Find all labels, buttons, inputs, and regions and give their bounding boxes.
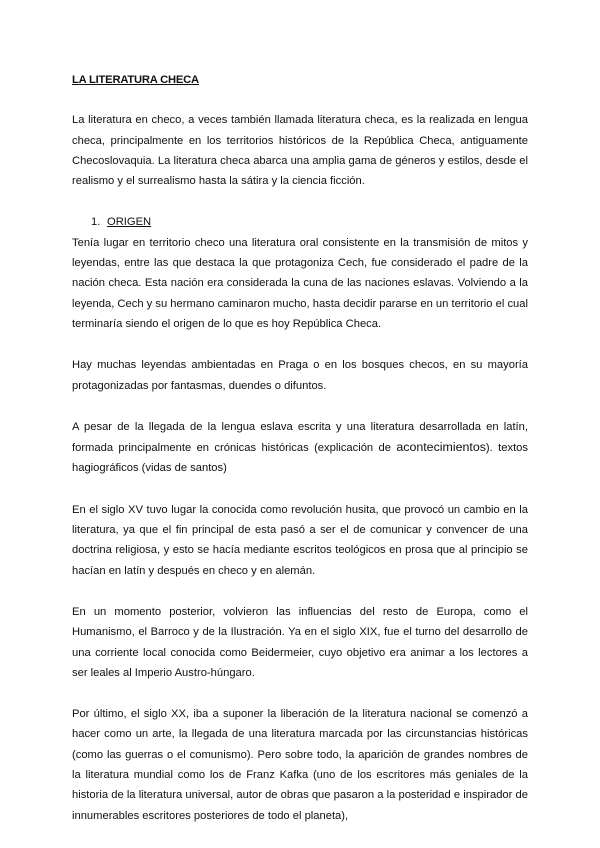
paragraph-twentieth-century: Por último, el siglo XX, iba a suponer la liberación de la literatura nacional se comenzó a hacer como un arte, la llegada de una literatura marcada por las circunstancias históricas (como las guerras o el comunismo). Pero sobre todo, la aparición de grandes nombres de la literatura mundial como los de Franz Kafka (uno de los escritores más geniales de la historia de la literatura universal, autor de obras que pasaron a la posteridad e inspirador de innumerables escritores posteriores de todo el planeta),: [72, 708, 528, 822]
paragraph-oral-literature: Tenía lugar en territorio checo una literatura oral consistente en la transmisión de mitos y leyendas, entre las que destaca la que protagoniza Cech, fue considerado el padre de la nación checa. Esta nación era considerada la cuna de las naciones eslavas. Volviendo a la leyenda, Cech y su hermano caminaron mucho, hasta decidir pararse en un territorio el cual terminaría siendo el origen de lo que es hoy República Checa.: [72, 236, 528, 330]
paragraph-european-influences: En un momento posterior, volvieron las influencias del resto de Europa, como el Humanismo, el Barroco y de la Ilustración. Ya en el siglo XIX, fue el turno del desarrollo de una corriente local conocida como Beidermeier, cuyo objetivo era animar a los lectores a ser leales al Imperio Austro-húngaro.: [72, 605, 528, 679]
document-page: [72, 70, 528, 826]
section-heading-origen: [91, 212, 528, 232]
latin-text-after: ). textos hagiográficos (vidas de santos): [72, 442, 528, 475]
paragraph-latin-chronicles: [72, 417, 528, 479]
section-number: 1.: [91, 216, 101, 229]
intro-paragraph: La literatura en checo, a veces también llamada literatura checa, es la realizada en lengua checa, principalmente en los territorios históricos de la República Checa, antiguamente Checoslovaquia. La literatura checa abarca una amplia gama de géneros y estilos, desde el realismo y el surrealismo hasta la sátira y la ciencia ficción.: [72, 114, 528, 188]
paragraph-legends-prague: Hay muchas leyendas ambientadas en Praga o en los bosques checos, en su mayoría protagonizadas por fantasmas, duendes o difuntos.: [72, 359, 528, 392]
latin-text-emphasis: acontecimientos: [396, 440, 486, 455]
paragraph-hussite-revolution: En el siglo XV tuvo lugar la conocida como revolución husita, que provocó un cambio en la literatura, ya que el fin principal de esta pasó a ser el de comunicar y convencer de una doctrina religiosa, y esto se hacía mediante escritos teológicos en prosa que al principio se hacían en latín y después en checo y en alemán.: [72, 503, 528, 577]
section-title: ORIGEN: [107, 216, 152, 229]
document-title: LA LITERATURA CHECA: [72, 74, 199, 86]
latin-text-before: A pesar de la llegada de la lengua eslava escrita y una literatura desarrollada en latín, formada principalmente en crónicas históricas (explicación de: [72, 420, 528, 455]
